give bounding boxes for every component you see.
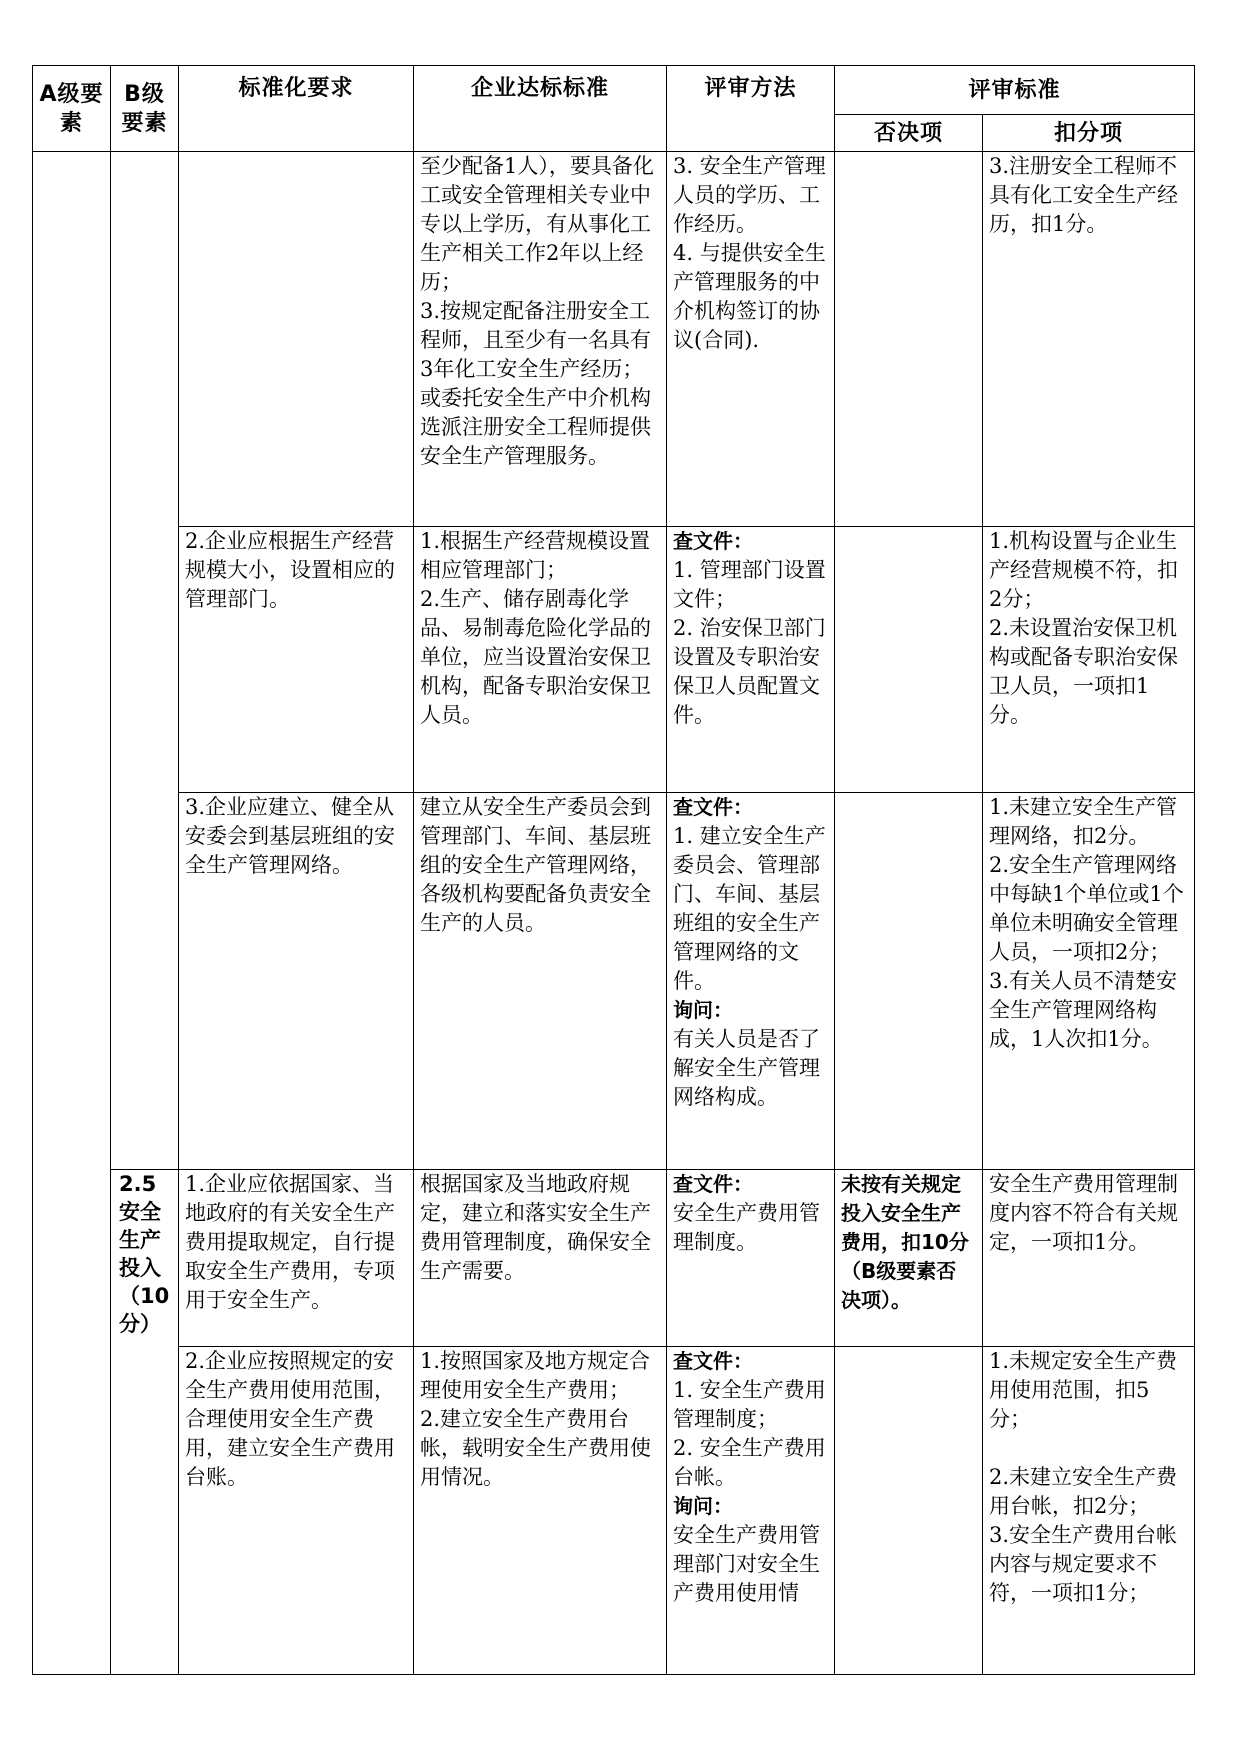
table-row (33, 1347, 1195, 1675)
standard-cell: 至少配备1人），要具备化工或安全管理相关专业中专以上学历，有从事化工生产相关工作2年以上经历； 3.按规定配备注册安全工程师，且至少有一名具有3年化工安全生产经历；或委托安全生产中介机构选派注册安全工程师提供安全生产管理服务。 (414, 152, 667, 527)
method-keyword: 询问： (673, 998, 733, 1022)
header-requirement: 标准化要求 (179, 66, 414, 152)
table-row (33, 793, 1195, 1170)
veto-cell (835, 527, 983, 793)
deduction-cell: 1.机构设置与企业生产经营规模不符，扣2分； 2.未设置治安保卫机构或配备专职治安保卫人员，一项扣1分。 (983, 527, 1195, 793)
method-line: 1. 建立安全生产委员会、管理部门、车间、基层班组的安全生产管理网络的文件。 (673, 824, 826, 993)
standard-cell: 根据国家及当地政府规定，建立和落实安全生产费用管理制度，确保安全生产需要。 (414, 1170, 667, 1347)
header-b-level: B级要素 (111, 66, 179, 152)
veto-cell (835, 793, 983, 1170)
deduction-cell: 3.注册安全工程师不具有化工安全生产经历，扣1分。 (983, 152, 1195, 527)
header-enterprise-standard: 企业达标标准 (414, 66, 667, 152)
method-cell (667, 793, 835, 1170)
deduction-cell: 1.未规定安全生产费用使用范围，扣5分； 2.未建立安全生产费用台帐，扣2分； 3.安全生产费用台帐内容与规定要求不符，一项扣1分； (983, 1347, 1195, 1675)
requirement-cell: 3.企业应建立、健全从安委会到基层班组的安全生产管理网络。 (179, 793, 414, 1170)
method-cell (667, 527, 835, 793)
method-line: 1. 管理部门设置文件； (673, 558, 826, 611)
method-keyword: 查文件： (673, 795, 753, 819)
requirement-cell: 1.企业应依据国家、当地政府的有关安全生产费用提取规定，自行提取安全生产费用，专项用于安全生产。 (179, 1170, 414, 1347)
standard-cell: 1.根据生产经营规模设置相应管理部门； 2.生产、储存剧毒化学品、易制毒危险化学品的单位，应当设置治安保卫机构，配备专职治安保卫人员。 (414, 527, 667, 793)
deduction-cell: 1.未建立安全生产管理网络，扣2分。 2.安全生产管理网络中每缺1个单位或1个单位未明确安全管理人员，一项扣2分； 3.有关人员不清楚安全生产管理网络构成，1人次扣1分。 (983, 793, 1195, 1170)
method-line: 有关人员是否了解安全生产管理网络构成。 (673, 1027, 820, 1109)
method-line: 安全生产费用管理制度。 (673, 1201, 820, 1254)
method-keyword: 查文件： (673, 1349, 753, 1373)
veto-cell (835, 1347, 983, 1675)
veto-cell (835, 152, 983, 527)
method-line: 1. 安全生产费用管理制度； (673, 1378, 826, 1431)
method-line: 2. 安全生产费用台帐。 (673, 1436, 826, 1489)
requirement-cell (179, 152, 414, 527)
method-line: 4. 与提供安全生产管理服务的中介机构签订的协议(合同). (673, 241, 826, 352)
b-element-cell (111, 152, 179, 1170)
method-line: 2. 治安保卫部门设置及专职治安保卫人员配置文件。 (673, 616, 826, 727)
standard-cell: 1.按照国家及地方规定合理使用安全生产费用； 2.建立安全生产费用台帐，载明安全生产费用使用情况。 (414, 1347, 667, 1675)
deduction-cell: 安全生产费用管理制度内容不符合有关规定，一项扣1分。 (983, 1170, 1195, 1347)
requirement-cell: 2.企业应根据生产经营规模大小，设置相应的管理部门。 (179, 527, 414, 793)
header-veto: 否决项 (835, 115, 983, 152)
veto-cell: 未按有关规定投入安全生产费用，扣10分（B级要素否决项）。 (835, 1170, 983, 1347)
table-row (33, 152, 1195, 527)
requirement-cell: 2.企业应按照规定的安全生产费用使用范围，合理使用安全生产费用，建立安全生产费用台账。 (179, 1347, 414, 1675)
table-row (33, 1170, 1195, 1347)
table-row (33, 527, 1195, 793)
method-cell (667, 1347, 835, 1675)
header-method: 评审方法 (667, 66, 835, 152)
header-a-level: A级要素 (33, 66, 111, 152)
method-cell (667, 152, 835, 527)
standard-cell: 建立从安全生产委员会到管理部门、车间、基层班组的安全生产管理网络，各级机构要配备负责安全生产的人员。 (414, 793, 667, 1170)
a-element-cell (33, 152, 111, 1675)
header-deduction: 扣分项 (983, 115, 1195, 152)
method-keyword: 询问： (673, 1494, 733, 1518)
method-line: 安全生产费用管理部门对安全生产费用使用情 (673, 1523, 820, 1605)
method-keyword: 查文件： (673, 1172, 753, 1196)
b-element-label: 2.5安全生产投入（10分） (111, 1170, 179, 1675)
method-cell (667, 1170, 835, 1347)
method-line: 3. 安全生产管理人员的学历、工作经历。 (673, 154, 826, 236)
review-standard-table (32, 65, 1195, 1675)
header-review-standard: 评审标准 (835, 66, 1195, 115)
method-keyword: 查文件： (673, 529, 753, 553)
